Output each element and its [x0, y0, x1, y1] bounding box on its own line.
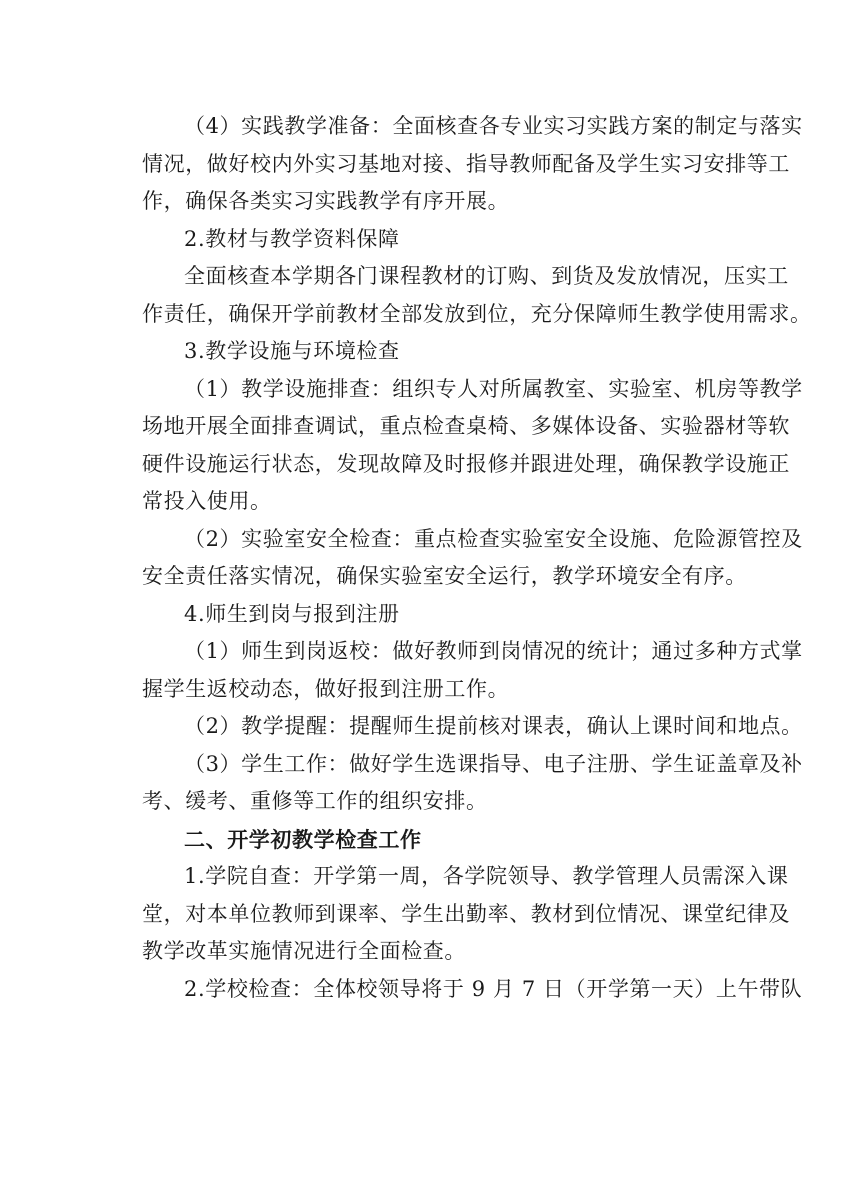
text-line: 二、开学初教学检查工作: [184, 826, 422, 852]
heading-arrival: [100, 596, 760, 634]
text-line: （3）学生工作：做好学生选课指导、电子注册、学生证盖章及补: [184, 751, 803, 776]
text-line: 情况，做好校内外实习基地对接、指导教师配备及学生实习安排等工: [142, 151, 790, 176]
text-line: 2.学校检查：全体校领导将于 9 月 7 日（开学第一天）上午带队: [184, 976, 803, 1001]
paragraph-lab-safety: [100, 521, 803, 596]
paragraph-textbooks: [100, 258, 812, 333]
text-line: （2）教学提醒：提醒师生提前核对课表，确认上课时间和地点。: [184, 714, 803, 738]
text-line: 常投入使用。: [142, 489, 272, 513]
text-line: （1）师生到岗返校：做好教师到岗情况的统计；通过多种方式掌: [184, 639, 803, 663]
text-line: 场地开展全面排查调试，重点检查桌椅、多媒体设备、实验器材等软: [142, 414, 790, 438]
document-body: [100, 108, 812, 1008]
paragraph-facilities-check: [100, 371, 803, 521]
paragraph-teaching-reminder: [100, 708, 803, 746]
text-line: 作责任，确保开学前教材全部发放到位，充分保障师生教学使用需求。: [142, 301, 812, 326]
text-line: （2）实验室安全检查：重点检查实验室安全设施、危险源管控及: [184, 526, 803, 551]
paragraph-college-self-check: [100, 858, 790, 971]
text-line: （4）实践教学准备：全面核查各专业实习实践方案的制定与落实: [184, 114, 803, 138]
paragraph-practice-teaching-prep: [100, 108, 803, 221]
heading-textbooks: [100, 221, 760, 259]
text-line: （1）教学设施排查：组织专人对所属教室、实验室、机房等教学: [184, 376, 803, 401]
text-line: 安全责任落实情况，确保实验室安全运行，教学环境安全有序。: [142, 564, 747, 588]
text-line: 1.学院自查：开学第一周，各学院领导、教学管理人员需深入课: [184, 864, 789, 888]
paragraph-student-work: [100, 746, 803, 821]
text-line: 全面核查本学期各门课程教材的订购、到货及发放情况，压实工: [184, 264, 789, 288]
text-line: 3.教学设施与环境检查: [184, 339, 400, 363]
paragraph-arrival-return: [100, 633, 803, 708]
paragraph-school-inspection: [100, 971, 803, 1009]
text-line: 教学改革实施情况进行全面检查。: [142, 939, 466, 963]
text-line: 堂，对本单位教师到课率、学生出勤率、教材到位情况、课堂纪律及: [142, 901, 790, 926]
text-line: 硬件设施运行状态，发现故障及时报修并跟进处理，确保教学设施正: [142, 451, 790, 476]
heading-section-two: [100, 821, 760, 859]
text-line: 4.师生到岗与报到注册: [184, 601, 400, 626]
text-line: 握学生返校动态，做好报到注册工作。: [142, 676, 510, 701]
text-line: 2.教材与教学资料保障: [184, 226, 400, 251]
text-line: 作，确保各类实习实践教学有序开展。: [142, 189, 510, 213]
heading-facilities: [100, 333, 760, 371]
text-line: 考、缓考、重修等工作的组织安排。: [142, 789, 488, 813]
